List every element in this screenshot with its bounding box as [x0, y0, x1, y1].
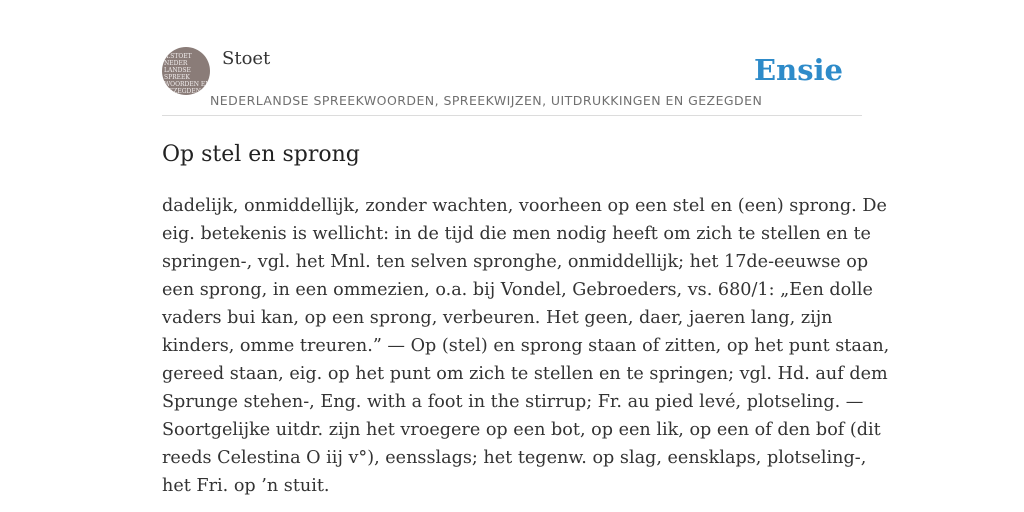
definition-line: het Fri. op ’n stuit.	[162, 476, 330, 496]
definition-line: Soortgelijke uitdr. zijn het vroegere op een bot, op een lik, op een of den bof (dit	[162, 420, 881, 440]
definition-line: gereed staan, eig. op het punt om zich te stellen en te springen; vgl. Hd. auf dem	[162, 364, 888, 384]
definition-line: eig. betekenis is wellicht: in de tijd die men nodig heeft om zich te stellen en te	[162, 224, 871, 244]
entry-title: Op stel en sprong	[162, 142, 360, 167]
header-divider	[162, 115, 862, 116]
definition-line: kinders, omme treuren.” — Op (stel) en sprong staan of zitten, op het punt staan,	[162, 336, 890, 356]
definition-line: springen-, vgl. het Mnl. ten selven spronghe, onmiddellijk; het 17de-eeuwse op	[162, 252, 869, 272]
ensie-logo[interactable]: Ensie	[754, 53, 843, 87]
avatar-book-cover-text: A.STOET NEDER LANDSE SPREEK WOORDEN EN GEZEGDEN	[164, 53, 210, 95]
source-avatar[interactable]	[162, 47, 210, 95]
definition-line: vaders bui kan, op een sprong, verbeuren. Het geen, daer, jaeren lang, zijn	[162, 308, 833, 328]
definition-line: Sprunge stehen-, Eng. with a foot in the stirrup; Fr. au pied levé, plotseling. —	[162, 392, 864, 412]
definition-line: reeds Celestina O iij v°), eensslags; het tegenw. op slag, eensklaps, plotseling-,	[162, 448, 867, 468]
definition-line: dadelijk, onmiddellijk, zonder wachten, voorheen op een stel en (een) sprong. De	[162, 196, 887, 216]
source-subtitle: NEDERLANDSE SPREEKWOORDEN, SPREEKWIJZEN, UITDRUKKINGEN EN GEZEGDEN	[210, 93, 763, 108]
definition-line: een sprong, in een ommezien, o.a. bij Vondel, Gebroeders, vs. 680/1: „Een dolle	[162, 280, 873, 300]
source-name[interactable]: Stoet	[222, 48, 271, 69]
entry-definition	[162, 192, 890, 500]
